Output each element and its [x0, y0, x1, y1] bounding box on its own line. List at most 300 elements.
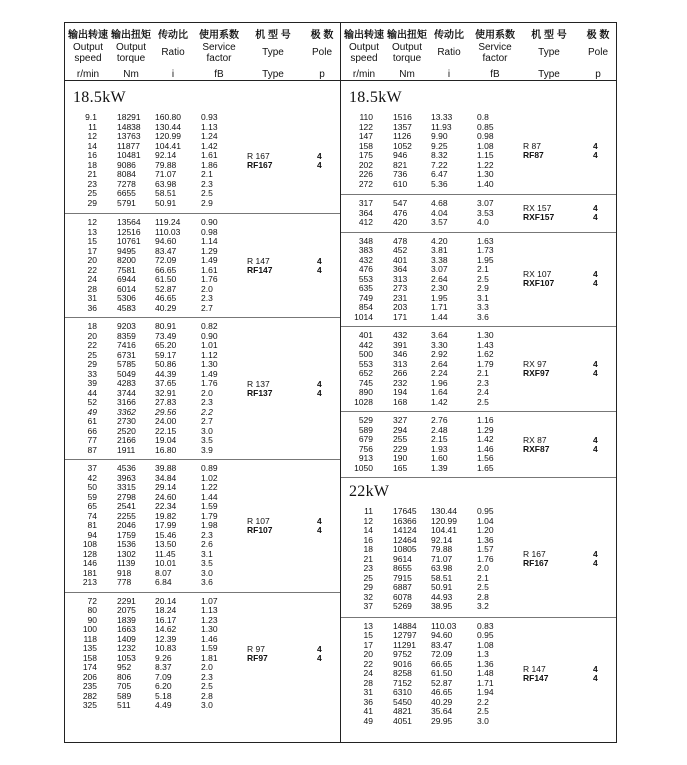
table-cell: 66 — [87, 425, 97, 436]
table-cell: 273 — [393, 283, 408, 293]
table-cell: 18291 — [117, 112, 141, 122]
header-cell — [427, 23, 471, 81]
table-cell: 1302 — [117, 548, 136, 559]
pole-count — [593, 360, 598, 378]
table-cell: 2255 — [117, 510, 136, 521]
table-cell: 2.5 — [477, 706, 489, 716]
model-type-line: RX 97 — [523, 359, 547, 369]
table-group — [65, 317, 340, 458]
table-cell: 1.42 — [201, 140, 218, 151]
table-cell: 5785 — [117, 359, 136, 369]
table-cell: 24 — [87, 274, 97, 284]
table-cell: 1.42 — [477, 434, 494, 444]
table-cell: 1.30 — [477, 330, 494, 340]
table-cell: 128 — [82, 548, 97, 559]
table-cell: 1.3 — [477, 649, 489, 659]
header-unit-label: i — [447, 69, 451, 80]
table-cell: 18 — [363, 544, 373, 554]
header-english-line: Pole — [587, 47, 608, 58]
table-cell: 1409 — [117, 633, 136, 644]
pole-count-line: 4 — [593, 558, 598, 569]
header-unit-label: r/min — [352, 69, 376, 80]
header-english-line: Type — [538, 47, 560, 58]
table-cell: 25 — [87, 188, 97, 198]
table-cell: 160.80 — [155, 112, 181, 122]
table-cell: 18 — [87, 159, 97, 170]
table-cell: 12464 — [393, 534, 417, 545]
pole-count-line: 4 — [593, 672, 598, 683]
table-cell: 49 — [87, 406, 97, 417]
header-unit-label: p — [595, 69, 601, 80]
table-cell: 22 — [363, 658, 373, 669]
table-cell: 12797 — [393, 630, 417, 640]
table-cell: 3362 — [117, 406, 136, 417]
table-cell: 3.57 — [431, 217, 448, 227]
table-cell: 44 — [87, 387, 97, 398]
table-cell: 0.98 — [477, 131, 494, 141]
table-cell: 3.5 — [201, 435, 213, 445]
table-cell: 553 — [358, 273, 373, 284]
table-row — [341, 151, 616, 160]
pole-count — [593, 436, 598, 454]
table-cell: 66.65 — [431, 658, 453, 669]
table-cell: 16 — [363, 534, 373, 545]
table-cell: 10481 — [117, 150, 141, 160]
table-cell: 39 — [87, 378, 97, 388]
power-rating: 22kW — [349, 483, 390, 500]
header-english-line: Ratio — [161, 47, 185, 58]
table-row — [65, 540, 340, 549]
table-row — [65, 625, 340, 634]
table-cell: 778 — [117, 577, 132, 587]
table-cell: 2.15 — [431, 434, 448, 444]
table-cell: 1.57 — [477, 544, 494, 554]
table-cell: 77 — [87, 435, 97, 445]
table-cell: 226 — [358, 169, 373, 179]
table-group — [65, 459, 340, 591]
table-cell: 529 — [358, 415, 373, 425]
table-cell: 108 — [82, 539, 97, 549]
model-type-line: RF97 — [247, 652, 268, 663]
model-type-line: R 137 — [247, 378, 270, 389]
model-type-line: RX 107 — [523, 269, 552, 280]
table-cell: 19.04 — [155, 435, 177, 445]
table-cell: 1.81 — [201, 652, 218, 663]
table-cell: 6944 — [117, 274, 136, 284]
table-cell: 2.76 — [431, 415, 448, 425]
table-cell: 17 — [363, 639, 373, 650]
table-group — [341, 232, 616, 326]
power-rating: 18.5kW — [349, 89, 402, 106]
table-cell: 420 — [393, 217, 408, 227]
table-row — [65, 417, 340, 426]
table-row — [65, 644, 340, 653]
table-cell: 14884 — [393, 620, 417, 631]
table-group — [341, 326, 616, 410]
table-cell: 37 — [363, 601, 373, 611]
header-unit-label: Type — [538, 69, 560, 80]
table-cell: 401 — [358, 330, 373, 340]
table-cell: 65 — [87, 501, 97, 511]
table-cell: 806 — [117, 671, 132, 682]
table-cell: 203 — [393, 302, 408, 312]
table-cell: 122 — [358, 121, 373, 132]
table-cell: 13564 — [117, 217, 141, 227]
table-cell: 6310 — [393, 687, 412, 697]
table-cell: 41 — [363, 706, 373, 716]
table-cell: 18 — [87, 321, 97, 331]
table-cell: 3.0 — [201, 425, 213, 436]
table-cell: 100 — [82, 624, 97, 634]
table-group — [341, 503, 616, 616]
table-cell: 29.56 — [155, 406, 177, 417]
table-cell: 1.23 — [201, 614, 218, 625]
table-cell: 1.16 — [477, 415, 494, 425]
table-cell: 11877 — [117, 140, 141, 151]
header-chinese-label: 极 数 — [310, 30, 334, 41]
table-cell: 652 — [358, 368, 373, 378]
header-unit-label: i — [171, 69, 175, 80]
table-cell: 2.64 — [431, 273, 448, 284]
model-type — [247, 257, 273, 275]
table-cell: 294 — [393, 424, 408, 435]
table-cell: 2520 — [117, 425, 136, 436]
pole-count-line: 4 — [593, 150, 598, 160]
table-cell: 181 — [82, 567, 97, 578]
table-cell: 9.1 — [85, 112, 97, 122]
table-cell: 1.61 — [201, 150, 218, 160]
table-cell: 7.22 — [431, 159, 448, 170]
table-cell: 1050 — [354, 462, 373, 473]
table-cell: 1.96 — [431, 377, 448, 388]
table-cell: 1.39 — [431, 462, 448, 473]
table-cell: 14.62 — [155, 624, 177, 634]
model-type-line: RF137 — [247, 387, 273, 398]
table-cell: 0.93 — [201, 112, 218, 122]
table-cell: 2166 — [117, 435, 136, 445]
table-cell: 11 — [88, 121, 97, 132]
table-row — [341, 669, 616, 678]
table-cell: 2.9 — [201, 197, 213, 208]
table-cell: 1663 — [117, 624, 136, 634]
table-row — [341, 350, 616, 359]
table-row — [65, 170, 340, 179]
pole-count-line: 4 — [593, 359, 598, 369]
model-type — [247, 152, 273, 170]
table-cell: 1014 — [354, 311, 373, 322]
table-cell: 383 — [358, 245, 373, 255]
table-cell: 66.65 — [155, 264, 177, 275]
table-cell: 92.14 — [155, 150, 177, 160]
table-cell: 104.41 — [431, 525, 457, 535]
table-row — [341, 331, 616, 340]
table-cell: 946 — [393, 150, 408, 160]
table-cell: 1.44 — [201, 491, 218, 502]
model-type-line: RXF97 — [523, 368, 550, 378]
header-chinese-label: 传动比 — [158, 30, 188, 41]
table-cell: 432 — [393, 330, 408, 340]
table-cell: 2.1 — [477, 368, 489, 378]
header-chinese-label: 输出转速 — [68, 30, 108, 41]
model-type — [523, 436, 549, 454]
table-cell: 9203 — [117, 321, 136, 331]
model-type — [523, 665, 549, 683]
table-cell: 4.68 — [431, 198, 448, 208]
table-cell: 432 — [358, 254, 373, 265]
table-cell: 5306 — [117, 293, 136, 303]
table-cell: 130.44 — [155, 121, 181, 132]
table-cell: 23 — [87, 178, 97, 189]
table-cell: 37 — [87, 463, 97, 473]
table-cell: 3.0 — [201, 567, 213, 578]
table-cell: 14838 — [117, 121, 141, 132]
table-cell: 25 — [87, 349, 97, 360]
model-type-line: R 87 — [523, 141, 541, 151]
table-row — [341, 284, 616, 293]
table-cell: 118 — [83, 633, 97, 644]
table-row — [65, 113, 340, 122]
header-cell — [387, 23, 427, 81]
table-cell: 37.65 — [155, 378, 177, 388]
table-cell: 130.44 — [431, 506, 457, 516]
table-cell: 20 — [87, 330, 97, 341]
table-cell: 20.14 — [155, 595, 177, 606]
table-cell: 1.49 — [201, 255, 218, 265]
pole-count-line: 4 — [317, 652, 322, 663]
table-cell: 1.65 — [477, 462, 494, 473]
table-cell: 1.93 — [431, 443, 448, 454]
table-cell: 2.48 — [431, 424, 448, 435]
table-cell: 478 — [393, 235, 408, 246]
header-english-label — [151, 47, 195, 58]
table-row — [65, 151, 340, 160]
table-cell: 3315 — [117, 482, 136, 492]
table-cell: 1.71 — [431, 302, 448, 312]
table-cell: 1.61 — [201, 264, 218, 275]
table-cell: 11 — [364, 506, 373, 516]
table-cell: 0.8 — [477, 112, 489, 122]
table-cell: 1.43 — [477, 339, 494, 350]
header-english-label — [111, 42, 151, 64]
table-cell: 13 — [87, 226, 97, 237]
table-cell: 17 — [87, 245, 97, 256]
table-cell: 44.39 — [155, 368, 177, 379]
table-cell: 1.07 — [201, 595, 218, 606]
table-row — [65, 436, 340, 445]
table-cell: 1.13 — [201, 121, 218, 132]
table-cell: 4.20 — [431, 235, 448, 246]
table-cell: 1.22 — [477, 159, 494, 170]
header-english-label — [519, 47, 579, 58]
table-row — [65, 379, 340, 388]
table-cell: 511 — [117, 700, 131, 710]
table-cell: 1.24 — [201, 131, 218, 141]
table-cell: 1.95 — [431, 292, 448, 303]
table-cell: 5.18 — [155, 690, 172, 701]
table-cell: 9495 — [117, 245, 136, 256]
table-cell: 9.25 — [431, 140, 448, 151]
table-cell: 1.98 — [201, 520, 218, 530]
table-cell: 4.04 — [431, 207, 448, 218]
table-cell: 1.73 — [477, 245, 494, 255]
model-type-line: R 97 — [247, 643, 265, 654]
table-cell: 71.07 — [155, 169, 177, 179]
table-cell: 46.65 — [155, 293, 177, 303]
table-cell: 918 — [117, 567, 132, 578]
table-cell: 3.07 — [431, 264, 448, 274]
table-cell: 3.07 — [477, 198, 494, 208]
table-cell: 33 — [87, 368, 97, 379]
table-cell: 10805 — [393, 544, 417, 554]
table-cell: 1759 — [117, 529, 136, 540]
table-cell: 146 — [82, 558, 97, 568]
header-cell — [151, 23, 195, 81]
pole-count-line: 4 — [593, 203, 598, 214]
table-cell: 61.50 — [431, 668, 453, 678]
pole-count — [593, 142, 598, 160]
table-row — [65, 218, 340, 227]
table-cell: 8.07 — [155, 567, 172, 578]
table-cell: 3.53 — [477, 207, 494, 218]
table-row — [65, 237, 340, 246]
table-cell: 72 — [87, 595, 97, 606]
table-cell: 749 — [358, 292, 373, 303]
table-cell: 1.15 — [477, 150, 494, 160]
table-cell: 1126 — [393, 131, 412, 141]
header-english-label — [387, 42, 427, 64]
table-cell: 2.64 — [431, 358, 448, 369]
table-cell: 1.56 — [477, 453, 494, 463]
model-type-line: RF167 — [247, 159, 273, 170]
table-cell: 412 — [358, 217, 373, 227]
table-cell: 3963 — [117, 472, 136, 483]
table-row — [341, 545, 616, 554]
table-row — [65, 446, 340, 455]
table-cell: 2.0 — [477, 563, 489, 573]
model-type — [523, 142, 544, 160]
table-cell: 1.42 — [431, 396, 448, 407]
table-row — [65, 199, 340, 208]
header-cell — [303, 23, 341, 81]
table-cell: 391 — [393, 339, 408, 350]
model-type-line: RX 157 — [523, 203, 552, 214]
table-cell: 3.9 — [201, 444, 213, 455]
table-cell: 736 — [393, 169, 408, 179]
table-cell: 1.29 — [201, 245, 218, 256]
header-unit-label: r/min — [76, 69, 100, 80]
table-row — [341, 631, 616, 640]
table-cell: 4536 — [117, 463, 136, 473]
model-type — [247, 517, 273, 535]
table-cell: 3.38 — [431, 254, 448, 265]
table-cell: 3.1 — [477, 292, 489, 303]
table-cell: 1.30 — [477, 169, 494, 179]
table-cell: 13.33 — [431, 112, 453, 122]
table-row — [341, 650, 616, 659]
table-cell: 1.59 — [201, 501, 218, 511]
table-cell: 3.3 — [477, 302, 489, 312]
table-row — [65, 398, 340, 407]
table-group — [341, 617, 616, 730]
table-cell: 94.60 — [431, 630, 453, 640]
table-cell: 266 — [393, 368, 408, 378]
table-row — [65, 663, 340, 672]
header-cell — [471, 23, 519, 81]
table-cell: 1.46 — [201, 633, 218, 644]
table-row — [65, 521, 340, 530]
table-cell: 6887 — [393, 582, 412, 592]
table-cell: 40.29 — [431, 696, 453, 707]
table-cell: 15.46 — [155, 529, 177, 540]
table-row — [65, 578, 340, 587]
pole-count — [317, 380, 322, 398]
table-cell: 12 — [87, 131, 97, 141]
table-cell: 9614 — [393, 553, 412, 564]
header-unit-label: Nm — [123, 69, 139, 80]
table-cell: 1.01 — [201, 340, 218, 350]
table-cell: 11.45 — [155, 548, 176, 559]
table-row — [341, 416, 616, 425]
right-half — [341, 23, 616, 742]
table-cell: 3.30 — [431, 339, 448, 350]
table-row — [65, 682, 340, 691]
table-cell: 171 — [393, 311, 408, 322]
header-english-label — [341, 42, 387, 64]
table-cell: 158 — [82, 652, 97, 663]
pole-count-line: 4 — [317, 515, 322, 526]
column-header — [341, 23, 616, 81]
table-cell: 8.32 — [431, 150, 448, 160]
left-half — [65, 23, 341, 742]
table-cell: 110 — [359, 112, 373, 122]
header-english-label — [579, 47, 617, 58]
table-cell: 0.82 — [201, 321, 218, 331]
table-cell: 2291 — [117, 595, 136, 606]
table-cell: 29 — [87, 197, 97, 208]
table-cell: 2.5 — [477, 396, 489, 407]
table-cell: 317 — [358, 198, 373, 208]
table-cell: 14 — [87, 140, 97, 151]
header-english-line: speed — [74, 53, 102, 64]
table-cell: 610 — [393, 178, 408, 189]
pole-count-line: 4 — [593, 212, 598, 223]
table-cell: 9016 — [393, 658, 412, 669]
table-cell: 5791 — [117, 197, 136, 208]
table-cell: 29 — [363, 582, 373, 592]
table-cell: 0.98 — [201, 226, 218, 237]
table-cell: 913 — [358, 453, 373, 463]
table-cell: 5269 — [393, 601, 412, 611]
table-row — [341, 369, 616, 378]
table-cell: 1052 — [393, 140, 412, 151]
table-cell: 1.64 — [431, 387, 448, 397]
table-cell: 2.0 — [201, 387, 213, 398]
table-cell: 2.7 — [201, 302, 213, 313]
table-cell: 14124 — [393, 525, 417, 535]
table-cell: 29 — [87, 359, 97, 369]
header-english-label — [427, 47, 471, 58]
table-row — [341, 199, 616, 208]
header-chinese-label: 机 型 号 — [255, 30, 291, 41]
model-type-line: R 167 — [523, 549, 546, 560]
table-cell: 190 — [393, 453, 408, 463]
table-cell: 1.22 — [201, 482, 218, 492]
table-group — [65, 213, 340, 316]
table-cell: 235 — [82, 681, 97, 691]
table-cell: 22.15 — [155, 425, 177, 436]
table-group — [341, 109, 616, 193]
table-cell: 165 — [393, 462, 408, 473]
